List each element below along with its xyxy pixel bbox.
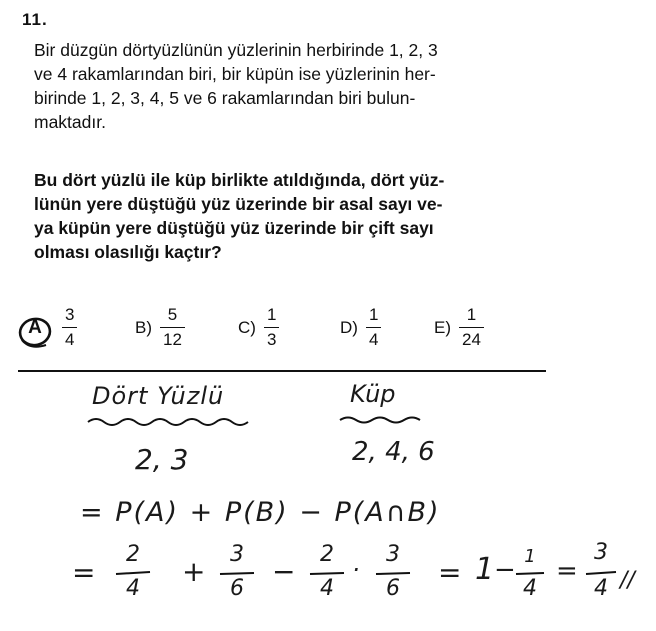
hw-one: 1: [475, 552, 495, 587]
hw-fraction-bar: [586, 572, 616, 574]
stem-line: maktadır.: [34, 112, 106, 132]
equals-sign: =: [556, 556, 578, 586]
stem-line: birinde 1, 2, 3, 4, 5 ve 6 rakamlarından biri bulun-: [34, 88, 416, 108]
choice-b-letter: B): [135, 317, 152, 337]
choice-b[interactable]: [135, 305, 185, 350]
minus-sign: −: [272, 555, 296, 588]
choice-a-fraction: [62, 305, 77, 350]
hw-fraction-bar: [376, 573, 410, 574]
question-number: 11.: [22, 10, 48, 29]
hw-fraction-numerator: 1: [524, 546, 536, 567]
denominator: 24: [459, 327, 484, 350]
hw-fraction-bar: [310, 573, 344, 574]
denominator: 12: [160, 327, 185, 350]
numerator: 1: [466, 305, 477, 324]
hw-fraction-bar: [220, 573, 254, 574]
prompt-line: Bu dört yüzlü ile küp birlikte atıldığında, dört yüz-: [34, 170, 445, 190]
heading-underline-right: [340, 418, 420, 423]
hw-fraction-numerator: 3: [594, 540, 608, 565]
hw-fraction-numerator: 2: [126, 542, 140, 567]
minus-sign: −: [494, 555, 516, 585]
choice-a-letter: A: [28, 316, 42, 338]
choice-e-fraction: [459, 305, 484, 350]
denominator: 3: [264, 327, 279, 350]
numerator: 3: [65, 305, 75, 324]
choice-e[interactable]: [434, 305, 484, 350]
choice-d-fraction: [366, 305, 381, 350]
numerator: 1: [368, 305, 379, 324]
choice-c-letter: C): [238, 317, 256, 337]
heading-underline-left: [88, 419, 248, 425]
hw-fraction-denominator: 6: [386, 576, 400, 601]
denominator: 4: [366, 327, 381, 350]
denominator: 4: [62, 327, 77, 350]
hw-fraction-numerator: 3: [386, 542, 400, 567]
choice-d[interactable]: [340, 305, 381, 350]
hw-fraction-numerator: 3: [230, 542, 244, 567]
handwritten-heading-cube: Küp: [350, 380, 396, 408]
dot-sign: ·: [352, 556, 360, 584]
handwritten-heading-tetrahedron: Dört Yüzlü: [92, 382, 225, 410]
prompt-line: ya küpün yere düştüğü yüz üzerinde bir çift sayı: [34, 218, 434, 238]
plus-sign: +: [182, 555, 206, 588]
choice-a[interactable]: [22, 305, 77, 350]
choice-c[interactable]: [238, 305, 279, 350]
hw-fraction-denominator: 4: [320, 576, 334, 601]
hw-fraction-bar: [516, 573, 544, 574]
numerator: 1: [266, 305, 277, 324]
end-mark: //: [620, 568, 635, 593]
hw-fraction-denominator: 4: [126, 576, 140, 601]
question-stem: [34, 38, 534, 134]
handwritten-set-tetrahedron: 2, 3: [135, 443, 189, 476]
prompt-line: lünün yere düştüğü yüz üzerinde bir asal sayı ve-: [34, 194, 443, 214]
prompt-line: olması olasılığı kaçtır?: [34, 242, 222, 262]
handwritten-set-cube: 2, 4, 6: [352, 437, 435, 467]
equals-sign: =: [72, 556, 96, 589]
stem-line: Bir düzgün dörtyüzlünün yüzlerinin herbirinde 1, 2, 3: [34, 40, 438, 60]
stem-line: ve 4 rakamlarından biri, bir küpün ise yüzlerinin her-: [34, 64, 436, 84]
choice-e-letter: E): [434, 317, 451, 337]
choice-c-fraction: [264, 305, 279, 350]
hw-fraction-denominator: 4: [523, 576, 537, 601]
equals-sign: =: [438, 556, 462, 589]
choice-b-fraction: [160, 305, 185, 350]
question-prompt: [34, 168, 534, 264]
choice-d-letter: D): [340, 317, 358, 337]
divider-line: [18, 370, 546, 372]
hw-fraction-denominator: 4: [594, 576, 608, 601]
hw-fraction-bar: [116, 572, 150, 574]
hw-fraction-numerator: 2: [320, 542, 334, 567]
handwritten-formula: = P(A) + P(B) − P(A∩B): [80, 497, 441, 528]
hw-fraction-denominator: 6: [230, 576, 244, 601]
numerator: 5: [167, 305, 178, 324]
